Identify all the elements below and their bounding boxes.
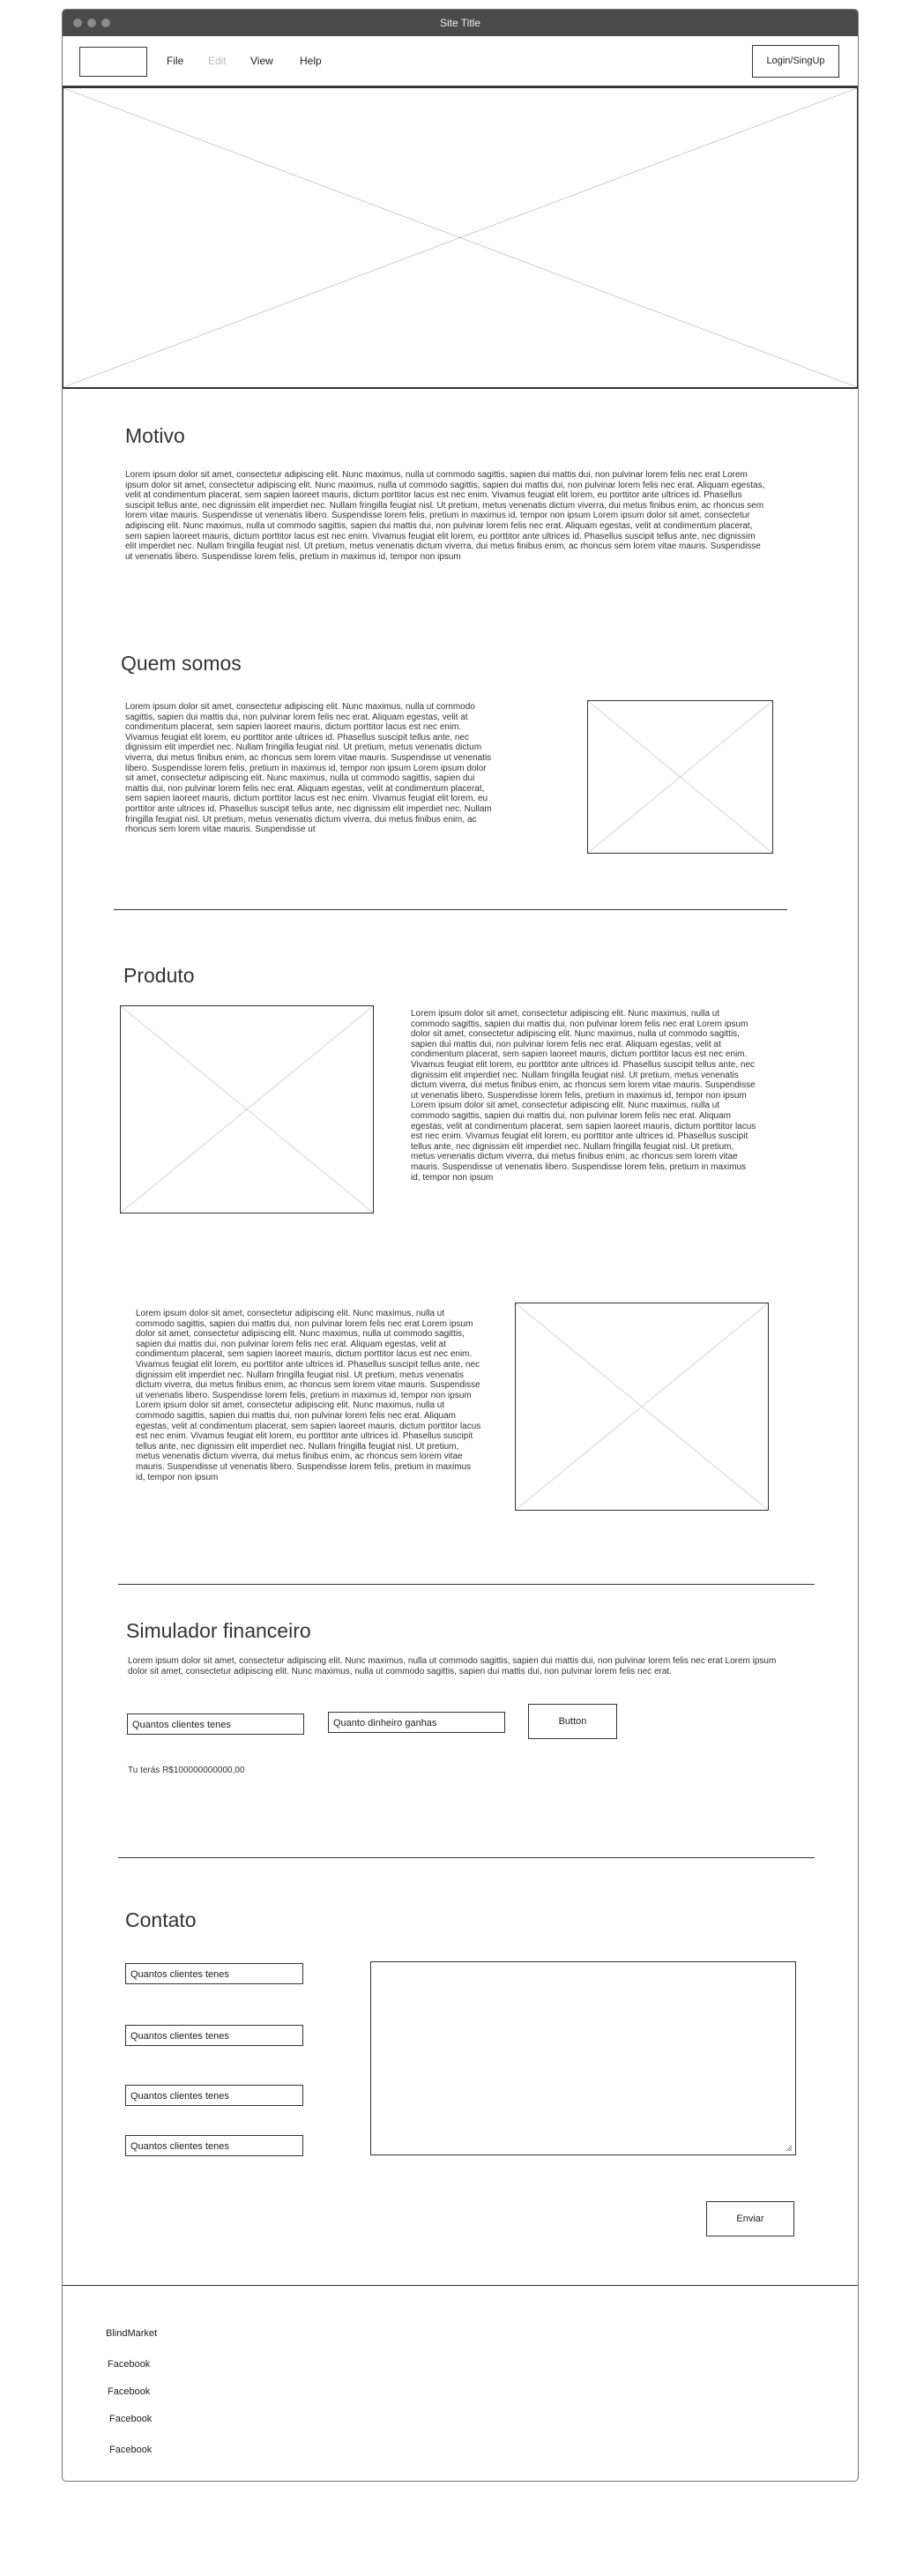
- simulador-button[interactable]: Button: [528, 1704, 617, 1739]
- produto-title: Produto: [123, 964, 195, 987]
- image-placeholder-icon: [588, 701, 772, 853]
- menu-bar: [63, 36, 858, 86]
- footer-facebook-link-3[interactable]: Facebook: [109, 2414, 153, 2424]
- quem-somos-title: Quem somos: [121, 652, 242, 675]
- hero-image-placeholder: [62, 86, 859, 389]
- logo-placeholder[interactable]: [79, 47, 147, 77]
- footer-facebook-link-2[interactable]: Facebook: [108, 2386, 151, 2397]
- produto-image-placeholder-1: [120, 1005, 374, 1213]
- enviar-button[interactable]: Enviar: [706, 2201, 794, 2236]
- produto-text-2: Lorem ipsum dolor sit amet, consectetur adipiscing elit. Nunc maximus, nulla ut commodo sagittis, sapien dui mattis dui, non pulvinar lorem felis nec erat Lorem ipsum dolor sit amet, consectetur adipiscing elit. Nunc maximus, nulla ut commodo sagittis, sapien dui mattis dui, non pulvinar lorem felis nec erat. Aliquam egestas, velit at condimentum placerat, sem sapien laoreet mauris, dictum porttitor lacus est nec enim. Vivamus feugiat elit lorem, eu porttitor ante ultrices id. Phasellus suscipit tellus ante, nec dignissim elit imperdiet nec. Nullam fringilla feugiat nisl. Ut pretium, metus venenatis dictum viverra, dui metus finibus enim, ac rhoncus sem lorem vitae mauris. Suspendisse ut venenatis libero. Suspendisse lorem felis, pretium in maximus id, tempor non ipsum Lorem ipsum dolor sit amet, consectetur adipiscing elit. Nunc maximus, nulla ut commodo sagittis, sapien dui mattis dui, non pulvinar lorem felis nec erat. Aliquam egestas, velit at condimentum placerat, sem sapien laoreet mauris, dictum porttitor lacus est nec enim. Vivamus feugiat elit lorem, eu porttitor ante ultrices id. Phasellus suscipit tellus ante, nec dignissim elit imperdiet nec. Nullam fringilla feugiat nisl. Ut pretium, metus venenatis dictum viverra, dui metus finibus enim, ac rhoncus sem lorem vitae mauris. Suspendisse ut venenatis libero. Suspendisse lorem felis, pretium in maximus id, tempor non ipsum: [136, 1309, 481, 1482]
- simulador-text: Lorem ipsum dolor sit amet, consectetur adipiscing elit. Nunc maximus, nulla ut commodo sagittis, sapien dui mattis dui, non pulvinar lorem felis nec erat Lorem ipsum dolor sit amet, consectetur adipiscing elit. Nunc maximus, nulla ut commodo sagittis, sapien dui mattis dui, non pulvinar lorem felis nec erat.: [128, 1656, 777, 1676]
- image-placeholder-icon: [63, 88, 857, 387]
- produto-text-1: Lorem ipsum dolor sit amet, consectetur adipiscing elit. Nunc maximus, nulla ut commodo sagittis, sapien dui mattis dui, non pulvinar lorem felis nec erat Lorem ipsum dolor sit amet, consectetur adipiscing elit. Nunc maximus, nulla ut commodo sagittis, sapien dui mattis dui, non pulvinar lorem felis nec erat. Aliquam egestas, velit at condimentum placerat, sem sapien laoreet mauris, dictum porttitor lacus est nec enim. Vivamus feugiat elit lorem, eu porttitor ante ultrices id. Phasellus suscipit tellus ante, nec dignissim elit imperdiet nec. Nullam fringilla feugiat nisl. Ut pretium, metus venenatis dictum viverra, dui metus finibus enim, ac rhoncus sem lorem vitae mauris. Suspendisse ut venenatis libero. Suspendisse lorem felis, pretium in maximus id, tempor non ipsum Lorem ipsum dolor sit amet, consectetur adipiscing elit. Nunc maximus, nulla ut commodo sagittis, sapien dui mattis dui, non pulvinar lorem felis nec erat. Aliquam egestas, velit at condimentum placerat, sem sapien laoreet mauris, dictum porttitor lacus est nec enim. Vivamus feugiat elit lorem, eu porttitor ante ultrices id. Phasellus suscipit tellus ante, nec dignissim elit imperdiet nec. Nullam fringilla feugiat nisl. Ut pretium, metus venenatis dictum viverra, dui metus finibus enim, ac rhoncus sem lorem vitae mauris. Suspendisse ut venenatis libero. Suspendisse lorem felis, pretium in maximus id, tempor non ipsum: [411, 1009, 756, 1183]
- footer-brand[interactable]: BlindMarket: [106, 2328, 158, 2339]
- quem-somos-image-placeholder: [587, 700, 773, 854]
- login-signup-button[interactable]: Login/SingUp: [752, 45, 839, 78]
- contato-field-3[interactable]: Quantos clientes tenes: [125, 2085, 303, 2106]
- menu-edit: Edit: [208, 55, 227, 67]
- menu-help[interactable]: Help: [300, 55, 322, 67]
- footer-facebook-link-4[interactable]: Facebook: [109, 2445, 153, 2455]
- contato-title: Contato: [125, 1908, 197, 1931]
- title-bar: [63, 10, 858, 36]
- section-divider: [118, 1857, 815, 1858]
- simulador-title: Simulador financeiro: [126, 1619, 311, 1642]
- simulador-clientes-input[interactable]: Quantos clientes tenes: [127, 1714, 304, 1735]
- produto-image-placeholder-2: [515, 1303, 769, 1511]
- image-placeholder-icon: [516, 1303, 768, 1510]
- section-divider: [114, 909, 787, 910]
- close-window-icon[interactable]: [73, 19, 82, 27]
- motivo-text: Lorem ipsum dolor sit amet, consectetur adipiscing elit. Nunc maximus, nulla ut commodo sagittis, sapien dui mattis dui, non pulvinar lorem felis nec erat Lorem ipsum dolor sit amet, consectetur adipiscing elit. Nunc maximus, nulla ut commodo sagittis, sapien dui mattis dui, non pulvinar lorem felis nec erat. Aliquam egestas, velit at condimentum placerat, sem sapien laoreet mauris, dictum porttitor lacus est nec enim. Vivamus feugiat elit lorem, eu porttitor ante ultrices id. Phasellus suscipit tellus ante, nec dignissim elit imperdiet nec. Nullam fringilla feugiat nisl. Ut pretium, metus venenatis dictum viverra, dui metus finibus enim, ac rhoncus sem lorem vitae mauris. Suspendisse ut venenatis libero. Suspendisse lorem felis, pretium in maximus id, tempor non ipsum Lorem ipsum dolor sit amet, consectetur adipiscing elit. Nunc maximus, nulla ut commodo sagittis, sapien dui mattis dui, non pulvinar lorem felis nec erat. Aliquam egestas, velit at condimentum placerat, sem sapien laoreet mauris, dictum porttitor lacus est nec enim. Vivamus feugiat elit lorem, eu porttitor ante ultrices id. Phasellus suscipit tellus ante, nec dignissim elit imperdiet nec. Nullam fringilla feugiat nisl. Ut pretium, metus venenatis dictum viverra, dui metus finibus enim, ac rhoncus sem lorem vitae mauris. Suspendisse ut venenatis libero. Suspendisse lorem felis, pretium in maximus id, tempor non ipsum: [125, 470, 765, 562]
- menu-view[interactable]: View: [250, 55, 273, 67]
- resize-grip-icon[interactable]: [785, 2144, 793, 2152]
- browser-window: [62, 9, 859, 2482]
- contato-field-2[interactable]: Quantos clientes tenes: [125, 2025, 303, 2046]
- contato-message-textarea[interactable]: [370, 1961, 796, 2155]
- section-divider: [118, 1584, 815, 1585]
- image-placeholder-icon: [121, 1006, 373, 1213]
- menu-file[interactable]: File: [167, 55, 184, 67]
- simulador-dinheiro-input[interactable]: Quanto dinheiro ganhas: [328, 1712, 505, 1733]
- motivo-title: Motivo: [125, 424, 185, 447]
- maximize-window-icon[interactable]: [101, 19, 110, 27]
- simulador-result: Tu terás R$100000000000,00: [128, 1766, 245, 1775]
- window-title: Site Title: [439, 17, 481, 29]
- minimize-window-icon[interactable]: [87, 19, 96, 27]
- contato-field-4[interactable]: Quantos clientes tenes: [125, 2135, 303, 2156]
- footer-divider: [63, 2285, 858, 2286]
- contato-field-1[interactable]: Quantos clientes tenes: [125, 1963, 303, 1984]
- footer-facebook-link-1[interactable]: Facebook: [108, 2359, 151, 2370]
- quem-somos-text: Lorem ipsum dolor sit amet, consectetur adipiscing elit. Nunc maximus, nulla ut commodo sagittis, sapien dui mattis dui, non pulvinar lorem felis nec erat. Aliquam egestas, velit at condimentum placerat, sem sapien laoreet mauris, dictum porttitor lacus est nec enim. Vivamus feugiat elit lorem, eu porttitor ante ultrices id. Phasellus suscipit tellus ante, nec dignissim elit imperdiet nec. Nullam fringilla feugiat nisl. Ut pretium, metus venenatis dictum viverra, dui metus finibus enim, ac rhoncus sem lorem vitae mauris. Suspendisse ut venenatis libero. Suspendisse lorem felis, pretium in maximus id, tempor non ipsum Lorem ipsum dolor sit amet, consectetur adipiscing elit. Nunc maximus, nulla ut commodo sagittis, sapien dui mattis dui, non pulvinar lorem felis nec erat. Aliquam egestas, velit at condimentum placerat, sem sapien laoreet mauris, dictum porttitor lacus est nec enim. Vivamus feugiat elit lorem, eu porttitor ante ultrices id. Phasellus suscipit tellus ante, nec dignissim elit imperdiet nec. Nullam fringilla feugiat nisl. Ut pretium, metus venenatis dictum viverra, dui metus finibus enim, ac rhoncus sem lorem vitae mauris. Suspendisse ut: [125, 702, 492, 835]
